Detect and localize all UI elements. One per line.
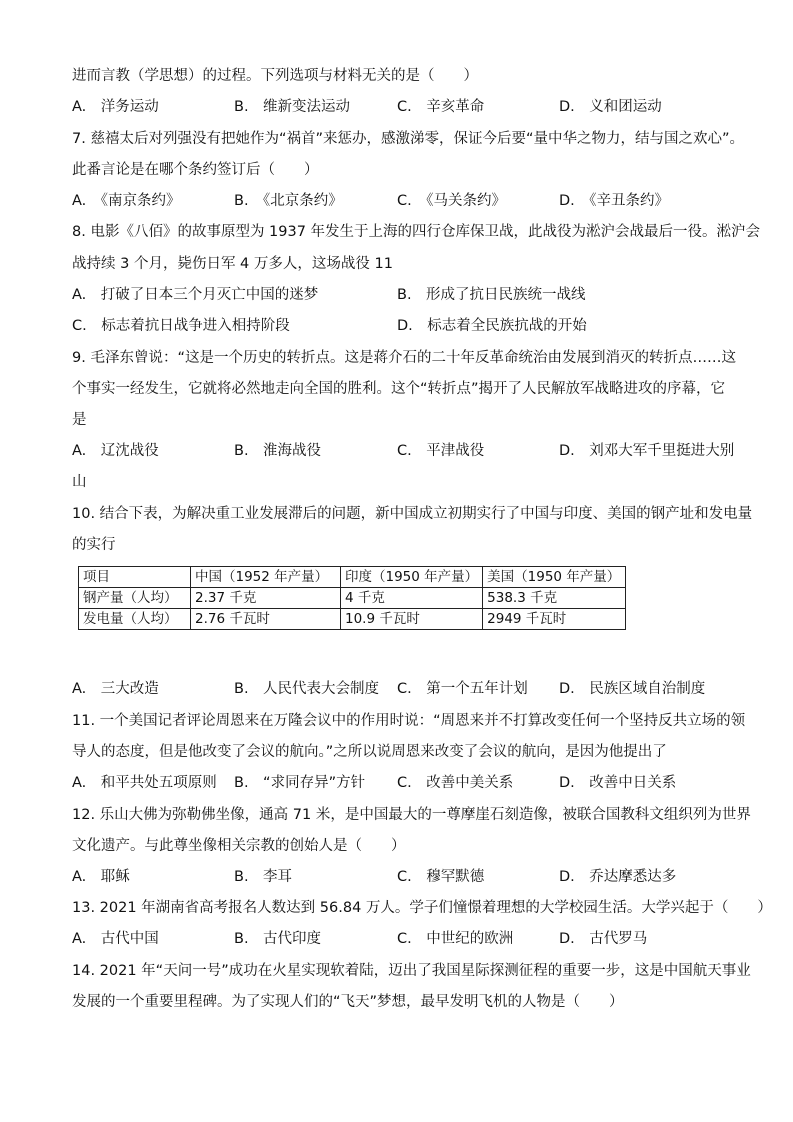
q8-stem-line2: 战持续 3 个月，毙伤日军 4 万多人，这场战役 11 (72, 256, 393, 272)
table-cell: 10.9 千瓦时 (341, 609, 483, 630)
table-row (79, 588, 626, 609)
q9-option-d-wrap: 山 (72, 474, 87, 490)
q6-options (72, 97, 732, 117)
q10-options (72, 679, 732, 699)
table-header-cell: 项目 (79, 567, 191, 588)
q7-option-c[interactable]: C. 《马关条约》 (397, 193, 506, 209)
q14-stem-line2: 发展的一个重要里程碑。为了实现人们的“飞天”梦想，最早发明飞机的人物是（ ） (72, 994, 624, 1010)
q13-option-d[interactable]: D. 古代罗马 (559, 931, 648, 947)
q13-option-b[interactable]: B. 古代印度 (234, 931, 322, 947)
q6-option-a[interactable]: A. 洋务运动 (72, 99, 159, 115)
q9-option-b[interactable]: B. 淮海战役 (234, 443, 322, 459)
q13-options (72, 929, 732, 949)
q10-option-a[interactable]: A. 三大改造 (72, 681, 159, 697)
q12-stem-line1: 12. 乐山大佛为弥勒佛坐像，通高 71 米，是中国最大的一尊摩崖石刻造像，被联合国教科文组织列为世界 (72, 807, 751, 823)
q10-data-table (78, 566, 626, 630)
q11-options (72, 773, 732, 793)
table-cell: 发电量（人均） (79, 609, 191, 630)
q9-stem-line2: 个事实一经发生，它就将必然地走向全国的胜利。这个“转折点”揭开了人民解放军战略进攻的序幕，它 (72, 381, 726, 397)
q12-options (72, 867, 732, 887)
q6-option-d[interactable]: D. 义和团运动 (559, 99, 662, 115)
q8-option-d[interactable]: D. 标志着全民族抗战的开始 (397, 318, 587, 334)
q8-option-a[interactable]: A. 打破了日本三个月灭亡中国的迷梦 (72, 287, 319, 303)
q10-stem-line2: 的实行 (72, 537, 116, 553)
q7-option-d[interactable]: D. 《辛丑条约》 (559, 193, 670, 209)
q9-options (72, 441, 735, 461)
q7-stem-line1: 7. 慈禧太后对列强没有把她作为“祸首”来惩办，感激涕零，保证今后要“量中华之物力，结与国之欢心”。 (72, 131, 744, 147)
q9-stem-line3: 是 (72, 412, 87, 428)
q6-option-b[interactable]: B. 维新变法运动 (234, 99, 351, 115)
table-cell: 2.76 千瓦时 (191, 609, 341, 630)
q7-options (72, 191, 732, 211)
table-cell: 538.3 千克 (483, 588, 626, 609)
table-cell: 4 千克 (341, 588, 483, 609)
q8-option-c[interactable]: C. 标志着抗日战争进入相持阶段 (72, 318, 290, 334)
table-header-cell: 中国（1952 年产量） (191, 567, 341, 588)
q6-option-c[interactable]: C. 辛亥革命 (397, 99, 485, 115)
q11-stem-line2: 导人的态度，但是他改变了会议的航向。”之所以说周恩来改变了会议的航向，是因为他提出了 (72, 744, 667, 760)
q8-stem-line1: 8. 电影《八佰》的故事原型为 1937 年发生于上海的四行仓库保卫战，此战役为淞沪会战最后一役。淞沪会 (72, 224, 761, 240)
table-header-row (79, 567, 626, 588)
q11-stem-line1: 11. 一个美国记者评论周恩来在万隆会议中的作用时说：“周恩来并不打算改变任何一个坚持反共立场的领 (72, 713, 746, 729)
q12-stem-line2: 文化遗产。与此尊坐像相关宗教的创始人是（ ） (72, 838, 406, 854)
q12-option-b[interactable]: B. 李耳 (234, 869, 293, 885)
q13-stem-line1: 13. 2021 年湖南省高考报名人数达到 56.84 万人。学子们憧憬着理想的大学校园生活。大学兴起于（ ） (72, 900, 772, 916)
q8-options-row2 (72, 316, 732, 336)
q7-stem-line2: 此番言论是在哪个条约签订后（ ） (72, 162, 319, 178)
q13-option-a[interactable]: A. 古代中国 (72, 931, 159, 947)
q10-stem-line1: 10. 结合下表，为解决重工业发展滞后的问题，新中国成立初期实行了中国与印度、美国的钢产址和发电量 (72, 506, 753, 522)
q14-stem-line1: 14. 2021 年“天问一号”成功在火星实现软着陆，迈出了我国星际探测征程的重要一步，这是中国航天事业 (72, 963, 751, 979)
q9-stem-line1: 9. 毛泽东曾说：“这是一个历史的转折点。这是蒋介石的二十年反革命统治由发展到消灭的转折点……这 (72, 350, 736, 366)
q7-option-b[interactable]: B. 《北京条约》 (234, 193, 343, 209)
q8-option-b[interactable]: B. 形成了抗日民族统一战线 (397, 287, 586, 303)
table-row (79, 609, 626, 630)
table-header-cell: 美国（1950 年产量） (483, 567, 626, 588)
q10-option-d[interactable]: D. 民族区域自治制度 (559, 681, 706, 697)
q9-option-c[interactable]: C. 平津战役 (397, 443, 485, 459)
q9-option-a[interactable]: A. 辽沈战役 (72, 443, 159, 459)
q6-stem: 进而言教（学思想）的过程。下列选项与材料无关的是（ ） (72, 68, 478, 84)
q11-option-a[interactable]: A. 和平共处五项原则 (72, 775, 217, 791)
q7-option-a[interactable]: A. 《南京条约》 (72, 193, 181, 209)
table-cell: 2.37 千克 (191, 588, 341, 609)
q12-option-d[interactable]: D. 乔达摩悉达多 (559, 869, 677, 885)
q12-option-c[interactable]: C. 穆罕默德 (397, 869, 485, 885)
q11-option-b[interactable]: B. “求同存异”方针 (234, 775, 366, 791)
q13-option-c[interactable]: C. 中世纪的欧洲 (397, 931, 514, 947)
q9-option-d[interactable]: D. 刘邓大军千里挺进大别 (559, 443, 735, 459)
q8-options-row1 (72, 285, 732, 305)
q12-option-a[interactable]: A. 耶稣 (72, 869, 130, 885)
q11-option-c[interactable]: C. 改善中美关系 (397, 775, 514, 791)
table-header-cell: 印度（1950 年产量） (341, 567, 483, 588)
q10-option-b[interactable]: B. 人民代表大会制度 (234, 681, 380, 697)
q10-option-c[interactable]: C. 第一个五年计划 (397, 681, 528, 697)
table-cell: 2949 千瓦时 (483, 609, 626, 630)
q11-option-d[interactable]: D. 改善中日关系 (559, 775, 677, 791)
table-cell: 钢产量（人均） (79, 588, 191, 609)
